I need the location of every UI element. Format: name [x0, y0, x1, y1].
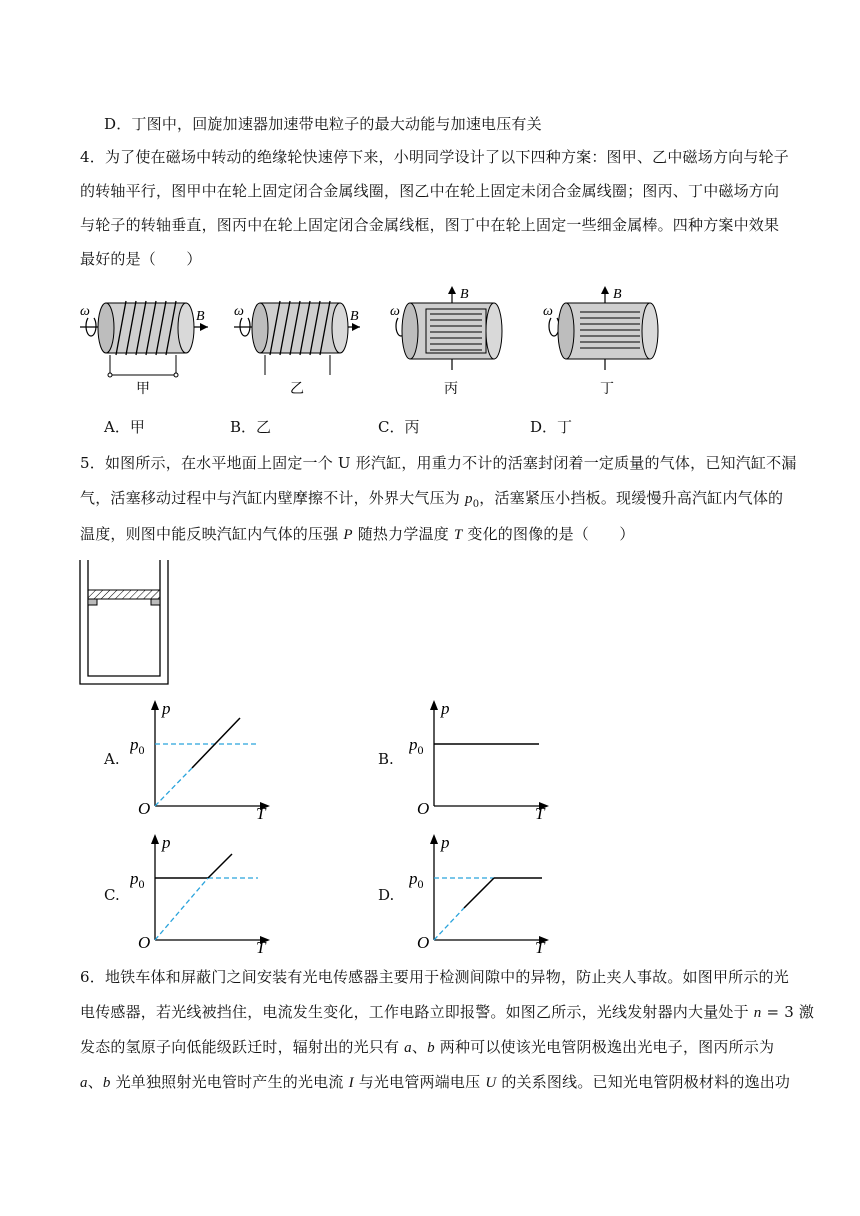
q4-option-b[interactable]: B．乙: [230, 418, 272, 436]
wheel-ding: [543, 286, 658, 397]
q5-line-2: 气，活塞移动过程中与汽缸内壁摩擦不计，外界大气压为 $p_0$，活塞紧压小挡板。现缓慢升高汽缸内气体的: [80, 489, 784, 510]
q3-option-d: D．丁图中，回旋加速器加速带电粒子的最大动能与加速电压有关: [104, 115, 542, 133]
svg-text:ω: ω: [234, 304, 244, 319]
graph-b: [409, 696, 549, 821]
wheel-jia: [80, 301, 208, 397]
svg-text:T: T: [256, 804, 266, 821]
q5-line-1: 5．如图所示，在水平地面上固定一个 U 形汽缸，用重力不计的活塞封闭着一定质量的气体，已知汽缸不漏: [80, 454, 797, 472]
q4-line-2: 的转轴平行，图甲中在轮上固定闭合金属线圈，图乙中在轮上固定未闭合金属线圈；图丙、丁中磁场方向: [80, 182, 780, 200]
q4-option-d[interactable]: D．丁: [530, 418, 573, 436]
svg-text:p0: $p_0$: [409, 735, 424, 757]
graph-d: [409, 830, 549, 955]
q5-option-a[interactable]: A.: [104, 750, 120, 768]
graph-a: [130, 696, 270, 821]
q5-line-3: 温度，则图中能反映汽缸内气体的压强 P 随热力学温度 T 变化的图像的是（ ）: [80, 525, 635, 543]
svg-text:T: T: [535, 938, 545, 955]
svg-text:B: B: [460, 287, 469, 302]
q6-line-2: 电传感器，若光线被挡住，电流发生变化，工作电路立即报警。如图乙所示，光线发射器内大量处于 n = 3 激: [80, 1003, 815, 1021]
q6-line-1: 6．地铁车体和屏蔽门之间安装有光电传感器主要用于检测间隙中的异物，防止夹人事故。如图甲所示的光: [80, 968, 789, 986]
label-ding: 丁: [600, 382, 614, 397]
cylinder-figure: [78, 558, 178, 688]
q4-line-4: 最好的是（ ）: [80, 250, 202, 268]
q4-line-3: 与轮子的转轴垂直，图丙中在轮上固定闭合金属线框，图丁中在轮上固定一些细金属棒。四种方案中效果: [80, 216, 780, 234]
label-bing: 丙: [444, 382, 458, 397]
omega-label: ω: [80, 304, 90, 319]
q5-option-c[interactable]: C.: [104, 886, 120, 904]
svg-text:T: T: [256, 938, 266, 955]
q5-option-b[interactable]: B.: [378, 750, 394, 768]
svg-text:T: T: [535, 804, 545, 821]
q4-line-1: 4．为了使在磁场中转动的绝缘轮快速停下来，小明同学设计了以下四种方案：图甲、乙中磁场方向与轮子: [80, 148, 789, 166]
svg-text:ω: ω: [390, 304, 400, 319]
wheel-bing: [390, 286, 502, 397]
q4-figures: [0, 284, 860, 404]
q4-option-c[interactable]: C．丙: [378, 418, 420, 436]
wheel-yi: [234, 301, 360, 397]
svg-text:p0: $p_0$: [409, 869, 424, 891]
label-jia: 甲: [136, 382, 150, 397]
svg-text:O: O: [138, 799, 151, 818]
svg-text:p: p: [162, 699, 171, 718]
q4-option-a[interactable]: A．甲: [104, 418, 145, 436]
q5-option-d[interactable]: D.: [378, 886, 395, 904]
svg-text:p0: $p_0$: [130, 735, 145, 757]
svg-text:B: B: [350, 309, 359, 324]
svg-text:p: p: [162, 833, 171, 852]
svg-text:O: O: [417, 799, 430, 818]
svg-text:ω: ω: [543, 304, 553, 319]
svg-text:B: B: [613, 287, 622, 302]
label-yi: 乙: [290, 382, 304, 397]
svg-text:O: O: [138, 933, 151, 952]
q6-line-4: a、b 光单独照射光电管时产生的光电流 I 与光电管两端电压 U 的关系图线。已知光电管阴极材料的逸出功: [80, 1073, 791, 1091]
svg-text:p: p: [441, 833, 450, 852]
q6-line-3: 发态的氢原子向低能级跃迁时，辐射出的光只有 a、b 两种可以使该光电管阴极逸出光电子，图丙所示为: [80, 1038, 775, 1056]
svg-text:p: p: [441, 699, 450, 718]
svg-text:p0: $p_0$: [130, 869, 145, 891]
svg-text:O: O: [417, 933, 430, 952]
b-label: B: [196, 309, 205, 324]
graph-c: [130, 830, 270, 955]
